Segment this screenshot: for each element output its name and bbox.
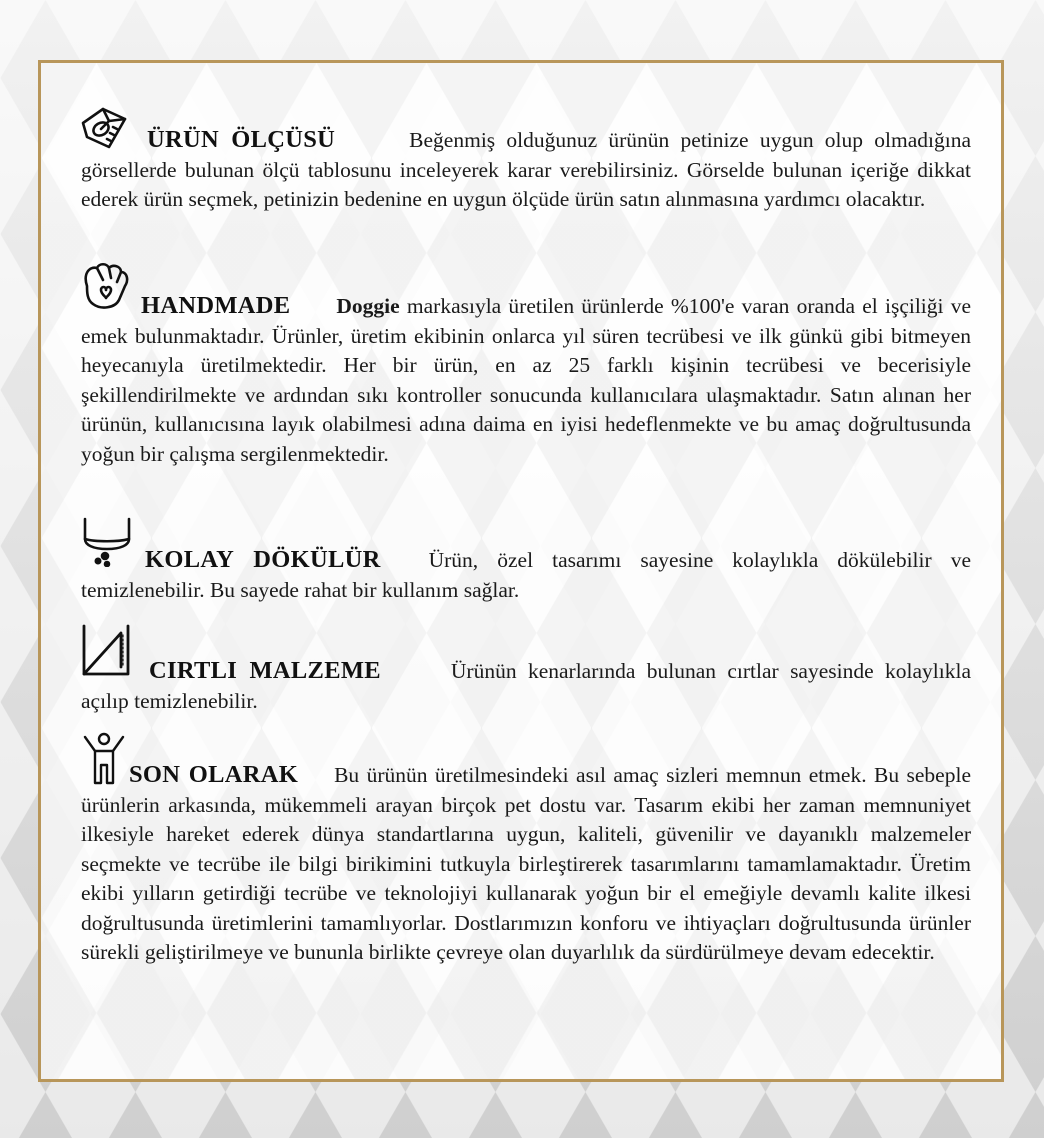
section-kolay-dokulur <box>81 545 971 605</box>
section-title: HANDMADE <box>141 292 291 319</box>
section-handmade <box>81 291 971 469</box>
brand-name: Doggie <box>336 294 400 318</box>
section-cirtli-malzeme <box>81 656 971 716</box>
section-body: Beğenmiş olduğunuz ürünün petinize uygun olup olmadığına görsellerde bulunan ölçü tablosunu inceleyerek karar verebilirsiniz. Görselde bulunan içeriğe dikkat ederek ürün seçmek, petinizin bedenine en uygun ölçüde ürün satın alınmasına yardımcı olacaktır. <box>81 128 971 211</box>
section-title: SON OLARAK <box>129 761 299 788</box>
section-body: Bu ürünün üretilmesindeki asıl amaç sizleri memnun etmek. Bu sebeple ürünlerin arkasında, mükemmeli arayan birçok pet dostu var. Tasarım ekibi her zaman memnuniyet ilkesiyle hareket ederek dünya standartlarına uygun, kaliteli, güvenilir ve dayanıklı malzemeler seçmekte ve tecrübe ile bilgi birikimini tutkuyla birleştirerek tasarımlarını tamamlamaktadır. Üretim ekibi yılların getirdiği tecrübe ve teknolojiyi kullanarak yoğun bir el emeğiyle devamlı kalite ilkesi doğrultusunda üretimlerini tamamlıyorlar. Dostlarımızın konforu ve ihtiyaçları doğrultusunda ürünler sürekli geliştirilmeye ve bununla birlikte çevreye olan duyarlılık da sürdürülmeye devam edecektir. <box>81 763 971 964</box>
section-body: Ürünün kenarlarında bulunan cırtlar sayesinde kolaylıkla açılıp temizlenebilir. <box>81 659 971 713</box>
content-frame <box>38 60 1004 1082</box>
section-son-olarak <box>81 760 971 968</box>
section-title: ÜRÜN ÖLÇÜSÜ <box>147 126 336 153</box>
section-title: CIRTLI MALZEME <box>149 657 381 684</box>
section-urun-olcusu <box>81 125 971 215</box>
section-body: Ürün, özel tasarımı sayesine kolaylıkla dökülebilir ve temizlenebilir. Bu sayede rahat bir kullanım sağlar. <box>81 548 971 602</box>
section-body: markasıyla üretilen ürünlerde %100'e varan oranda el işçiliği ve emek bulunmaktadır. Ürünler, üretim ekibinin onlarca yıl süren tecrübesi ve ilk günkü gibi bitmeyen heyecanıyla üretilmektedir. Her bir ürün, en az 25 farklı kişinin tecrübesi ve becerisiyle şekillendirilmekte ve ardından sıkı kontroller sonucunda kullanıcılara ulaşmaktadır. Satın alınan her ürünün, kullanıcısına layık olabilmesi adına daima en iyisi hedeflenmekte ve bu amaç doğrultusunda yoğun bir çalışma sergilenmektedir. <box>81 294 971 466</box>
section-title: KOLAY DÖKÜLÜR <box>145 546 381 573</box>
